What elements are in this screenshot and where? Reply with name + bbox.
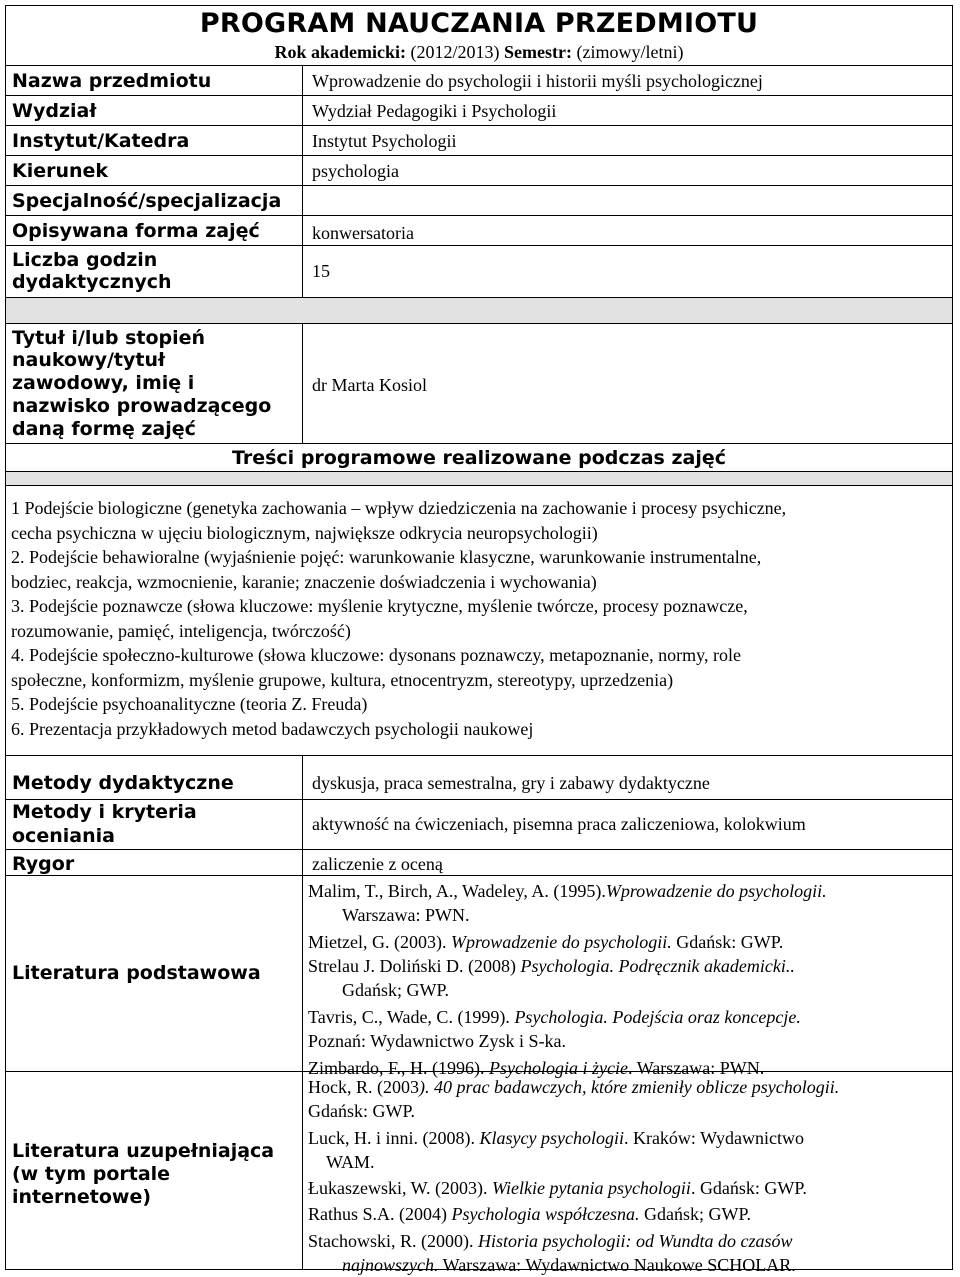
content-line: 1 Podejście biologiczne (genetyka zachowania – wpływ dziedziczenia na zachowanie i procesy psychiczne, [11, 498, 787, 518]
field-row-specialization [5, 186, 953, 216]
methods-label: Metody dydaktyczne [12, 772, 234, 794]
field-value: psychologia [312, 161, 399, 181]
reference-item: Gdańsk: GWP. [308, 1101, 415, 1121]
literature-extra-label-line-3: internetowe) [12, 1186, 152, 1208]
instructor-label-line-5: daną formę zajęć [12, 418, 196, 440]
document-header [5, 5, 953, 66]
literature-basic-label: Literatura podstawowa [12, 962, 261, 984]
field-label: Wydział [12, 100, 97, 122]
field-value: Wprowadzenie do psychologii i historii myśli psychologicznej [312, 71, 763, 91]
field-label: Nazwa przedmiotu [12, 70, 212, 92]
content-line: 6. Prezentacja przykładowych metod badawczych psychologii naukowej [11, 718, 534, 739]
assessment-label-line-2: oceniania [12, 825, 115, 847]
field-label-line-2: dydaktycznych [12, 271, 172, 293]
field-row-literature-extra [5, 1072, 953, 1275]
field-row-instructor [5, 324, 953, 444]
content-line: 4. Podejście społeczno-kulturowe (słowa kluczowe: dysonans poznawczy, metapoznanie, normy, role [11, 645, 741, 665]
field-value: Wydział Pedagogiki i Psychologii [312, 101, 557, 121]
instructor-label-line-1: Tytuł i/lub stopień [12, 327, 206, 349]
reference-item: Stachowski, R. (2000). Historia psychologii: od Wundta do czasów najnowszych. Warszawa: Wydawnictwo Naukowe SCHOLAR. [308, 1231, 796, 1275]
reference-item: Łukaszewski, W. (2003). Wielkie pytania psychologii. Gdańsk: GWP. [308, 1178, 807, 1198]
year-value: (2012/2013) [410, 42, 500, 62]
literature-extra-label-line-1: Literatura uzupełniająca [12, 1140, 275, 1162]
content-line: 3. Podejście poznawcze (słowa kluczowe: myślenie krytyczne, myślenie twórcze, procesy poznawcze, [11, 596, 748, 616]
literature-extra-label-line-2: (w tym portale [12, 1163, 171, 1185]
field-row-course-name [5, 66, 953, 96]
instructor-label-line-3: zawodowy, imię i [12, 372, 195, 394]
reference-item: Zimbardo, F., H. (1996). Psychologia i życie. Warszawa: PWN. [308, 1058, 765, 1078]
assessment-label-line-1: Metody i kryteria [12, 801, 197, 823]
content-heading: Treści programowe realizowane podczas zajęć [231, 447, 727, 469]
reference-item: Tavris, C., Wade, C. (1999). Psychologia. Podejścia oraz koncepcje. [308, 1007, 801, 1027]
assessment-value: aktywność na ćwiczeniach, pisemna praca zaliczeniowa, kolokwium [312, 814, 806, 834]
reference-item: Mietzel, G. (2003). Wprowadzenie do psychologii. Gdańsk: GWP. [308, 932, 784, 952]
reference-item: Strelau J. Doliński D. (2008) Psychologia. Podręcznik akademicki.. Gdańsk; GWP. [308, 956, 795, 1000]
literature-extra-list [308, 1075, 948, 1277]
field-row-institute [5, 126, 953, 156]
field-label: Instytut/Katedra [12, 130, 190, 152]
year-label: Rok akademicki: [274, 42, 407, 62]
field-label: Opisywana forma zajęć [12, 220, 260, 242]
semester-value: (zimowy/letni) [576, 42, 684, 62]
content-line: 5. Podejście psychoanalityczne (teoria Z. Freuda) [11, 694, 368, 714]
instructor-label-line-4: nazwisko prowadzącego [12, 395, 272, 417]
document-title: PROGRAM NAUCZANIA PRZEDMIOTU [199, 8, 759, 39]
content-line: rozumowanie, pamięć, inteligencja, twórczość) [11, 620, 351, 641]
field-row-assessment [5, 800, 953, 850]
content-line: bodziec, reakcja, wzmocnienie, karanie; znaczenie doświadczenia i wychowania) [11, 571, 597, 592]
methods-value: dyskusja, praca semestralna, gry i zabawy dydaktyczne [312, 773, 710, 793]
content-line: 2. Podejście behawioralne (wyjaśnienie pojęć: warunkowanie klasyczne, warunkowanie instrumentalne, [11, 547, 762, 567]
literature-basic-list [308, 879, 948, 1080]
grey-separator [5, 298, 953, 324]
content-heading-row [5, 444, 953, 472]
field-label: Kierunek [12, 160, 109, 182]
reference-item: Luck, H. i inni. (2008). Klasycy psychologii. Kraków: Wydawnictwo WAM. [308, 1128, 804, 1172]
field-row-methods [5, 756, 953, 800]
content-line: cecha psychiczna w ujęciu biologicznym, największe odkrycia neuropsychologii) [11, 522, 598, 543]
field-value: Instytut Psychologii [312, 131, 457, 151]
grey-strip [5, 472, 953, 486]
field-label-line-1: Liczba godzin [12, 249, 158, 271]
reference-item: Hock, R. (2003). 40 prac badawczych, które zmieniły oblicze psychologii. [308, 1077, 840, 1097]
field-row-hours [5, 246, 953, 298]
reference-item: Poznań: Wydawnictwo Zysk i S-ka. [308, 1031, 567, 1051]
instructor-value: dr Marta Kosiol [312, 375, 427, 395]
content-block [5, 486, 953, 756]
rigor-label: Rygor [12, 853, 75, 875]
content-line: społeczne, konformizm, myślenie grupowe, kultura, etnocentryzm, stereotypy, uprzedzenia) [11, 669, 674, 690]
field-label: Specjalność/specjalizacja [12, 190, 282, 212]
field-row-class-form [5, 216, 953, 246]
field-value: konwersatoria [312, 223, 414, 243]
field-value: 15 [312, 261, 330, 281]
reference-item: Rathus S.A. (2004) Psychologia współczesna. Gdańsk; GWP. [308, 1204, 751, 1224]
instructor-label-line-2: naukowy/tytuł [12, 349, 166, 371]
syllabus-document [5, 5, 953, 1275]
field-row-faculty [5, 96, 953, 126]
semester-label: Semestr: [504, 42, 572, 62]
reference-item: Malim, T., Birch, A., Wadeley, A. (1995).Wprowadzenie do psychologii. Warszawa: PWN. [308, 881, 827, 925]
field-row-major [5, 156, 953, 186]
field-row-rigor [5, 850, 953, 876]
content-list [11, 496, 947, 741]
rigor-value: zaliczenie z oceną [312, 854, 443, 874]
field-row-literature-basic [5, 876, 953, 1078]
academic-year-line [6, 42, 952, 63]
